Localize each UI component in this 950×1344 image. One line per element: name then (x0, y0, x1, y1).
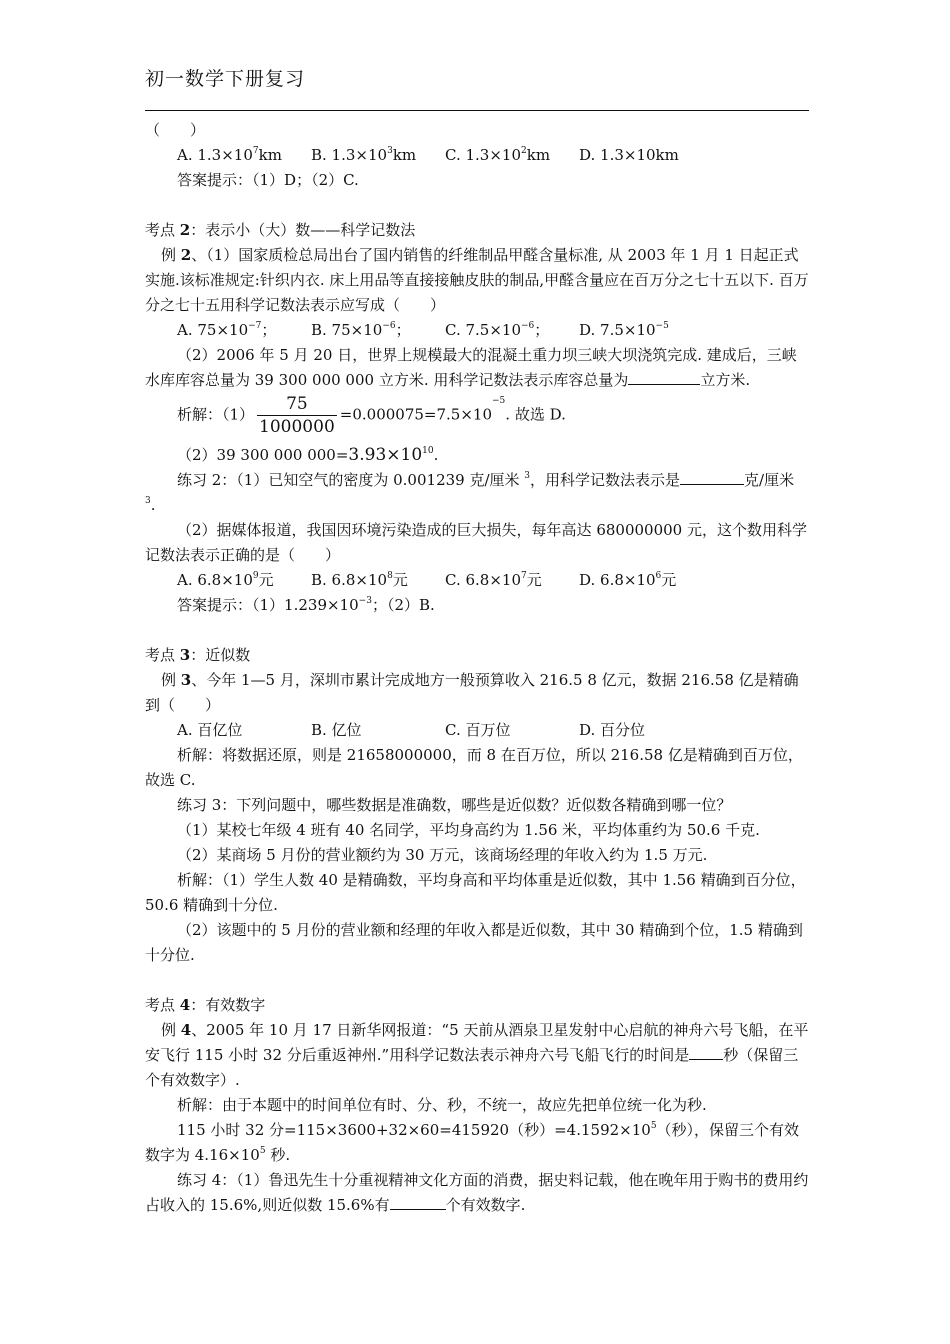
option-c: C. $6.8\times 10^7$元 (445, 571, 542, 589)
option-c: C. $1.3\times 10^2km$ (445, 146, 551, 164)
example-2-text: 例 2、（1）国家质检总局出台了国内销售的纤维制品甲醛含量标准, 从 2003 年 1 月 1 日起正式实施.该标准规定:针织内衣. 床上用品等直接接触皮肤的制品,甲醛含量应在百万分之七十五以下. 百万分之七十五用科学记数法表示应写成（ ） (145, 246, 809, 314)
header-divider (145, 110, 809, 111)
options-example-2 (145, 318, 809, 343)
analysis-2-1: 析解：（1） $\frac{75}{1000000}$ $=0.000075=7.5\times 10^{-5}$. 故选 D. (177, 394, 566, 437)
analysis-4: 析解：由于本题中的时间单位有时、分、秒，不统一，故应先把单位统一化为秒. (177, 1096, 707, 1114)
options-practice-2 (145, 568, 809, 593)
practice-3-2: （2）某商场 5 月份的营业额约为 30 万元，该商场经理的年收入约为 1.5 万元. (177, 846, 708, 864)
example-3-text: 例 3、今年 1—5 月，深圳市累计完成地方一般预算收入 216.5 8 亿元，数据 216.58 亿是精确到（ ） (145, 671, 799, 714)
practice-3-analysis-1: 析解：（1）学生人数 40 是精确数，平均身高和平均体重是近似数，其中 1.56 精确到百分位，50.6 精确到十分位. (145, 871, 806, 914)
option-c: C. 百万位 (445, 721, 511, 739)
document-body (145, 118, 809, 1218)
practice-3-1: （1）某校七年级 4 班有 40 名同学，平均身高约为 1.56 米，平均体重约为 50.6 千克. (177, 821, 760, 839)
fraction: $\frac{75}{1000000}$ (259, 394, 335, 437)
option-d: D. $7.5\times 10^{-5}$ (579, 321, 669, 339)
option-a: A. $75\times 10^{-7}$； (177, 321, 277, 339)
practice-3-analysis-2: （2）该题中的 5 月份的营业额和经理的年收入都是近似数，其中 30 精确到个位，1.5 精确到十分位. (145, 921, 803, 964)
page-header-title: 初一数学下册复习 (145, 68, 306, 90)
topic-2-heading: 考点 2：表示小（大）数——科学记数法 (145, 221, 416, 239)
example-4-text: 例 4、2005 年 10 月 17 日新华网报道：“5 天前从酒泉卫星发射中心启航的神舟六号飞船，在平安飞行 115 小时 32 分后重返神州.”用科学记数法表示神舟六号飞船飞行的时间是 秒（保留三个有效数字）. (145, 1021, 809, 1089)
answer-blank (689, 1043, 723, 1060)
topic-3-heading: 考点 3：近似数 (145, 646, 251, 664)
practice-2-2: （2）据媒体报道，我国因环境污染造成的巨大损失，每年高达 680000000 元，这个数用科学记数法表示正确的是（ ） (145, 521, 807, 564)
option-d: D. 1.3×10km (579, 146, 679, 164)
option-b: B. $75\times 10^{-6}$； (311, 321, 411, 339)
options-example-3 (145, 718, 809, 743)
analysis-4-calc: 115 小时 32 分=115×3600+32×60=415920（秒）$=4.1592\times 10^5$（秒），保留三个有效数字为 $4.16\times 10^5$ 秒. (145, 1121, 800, 1164)
option-a: A. $6.8\times 10^9$元 (177, 571, 274, 589)
option-d: D. $6.8\times 10^6$元 (579, 571, 677, 589)
options-q1 (145, 143, 809, 168)
example-2-part-2: （2）2006 年 5 月 20 日，世界上规模最大的混凝土重力坝三峡大坝浇筑完成. 建成后，三峡水库库容总量为 39 300 000 000 立方米. 用科学记数法表示库容总量为 立方米. (145, 346, 797, 389)
option-b: B. $6.8\times 10^8$元 (311, 571, 408, 589)
answer-hint-2: 答案提示：$(1)1.239\times 10^{-3}$；（2）B. (177, 596, 435, 614)
bracket-line: （ ） (145, 121, 206, 139)
option-b: B. $1.3\times 10^3km$ (311, 146, 417, 164)
option-b: B. 亿位 (311, 721, 362, 739)
answer-hint-1: 答案提示：（1）D；（2）C. (177, 171, 359, 189)
analysis-2-2: （2）39 300 000 $000=3.93\times 10^{10}$. (177, 445, 439, 465)
answer-blank (628, 368, 700, 385)
option-a: A. 百亿位 (177, 721, 243, 739)
answer-blank (680, 468, 744, 485)
option-a: A. $1.3\times 10^7km$ (177, 146, 282, 164)
practice-3: 练习 3：下列问题中，哪些数据是准确数，哪些是近似数？近似数各精确到哪一位？ (177, 796, 732, 814)
option-c: C. $7.5\times 10^{-6}$； (445, 321, 550, 339)
analysis-3: 析解：将数据还原，则是 21658000000，而 8 在百万位，所以 216.58 亿是精确到百万位，故选 C. (145, 746, 803, 789)
topic-4-heading: 考点 4：有效数字 (145, 996, 266, 1014)
practice-4: 练习 4：（1）鲁迅先生十分重视精神文化方面的消费，据史料记载，他在晚年用于购书的费用约占收入的 15.6%,则近似数 15.6%有 个有效数字. (145, 1171, 809, 1214)
answer-blank (390, 1193, 446, 1210)
practice-2-1: 练习 2：（1）已知空气的密度为 0.001239 克/厘米 $^3$，用科学记数法表示是 克/厘米 $^3$. (145, 468, 809, 518)
option-d: D. 百分位 (579, 721, 646, 739)
